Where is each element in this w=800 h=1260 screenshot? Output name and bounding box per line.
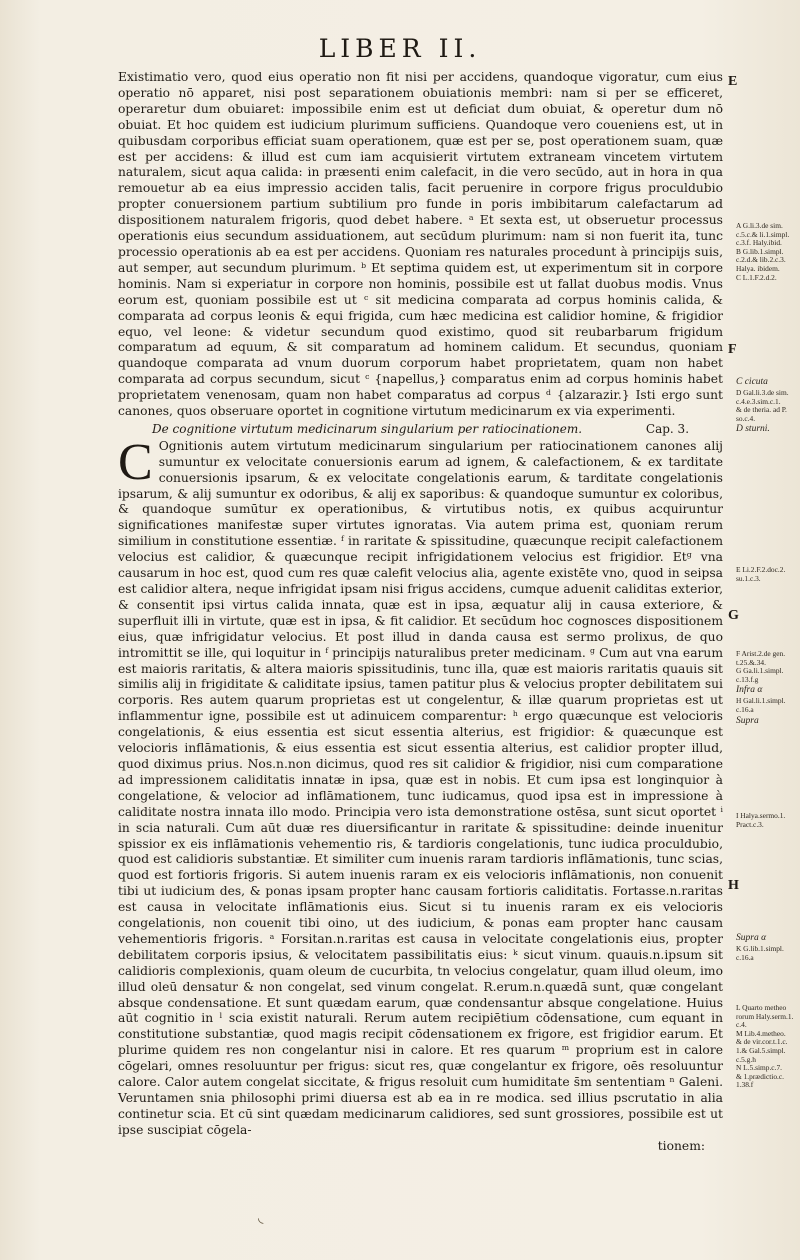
side-note: C L.1.F.2.d.2. (736, 272, 777, 282)
margin-letter-e: E (728, 74, 738, 89)
margin-letter-g: G (728, 608, 739, 623)
side-note: c.13.f.g (736, 674, 759, 684)
margin-letter-h: H (728, 878, 739, 893)
chapter-title: De cognitione virtutum medicinarum singularium per ratiocinationem. (151, 421, 583, 436)
side-notes-group-7 (736, 1004, 798, 1090)
side-note: D sturni. (736, 424, 770, 435)
side-note: c.3.f. Haly.ibid. (736, 238, 782, 248)
side-notes-group-1 (736, 222, 798, 282)
side-note: A G.li.3.de sim. (736, 221, 783, 230)
side-note: c.4.e.3.sim.c.1. (736, 396, 781, 406)
ink-mark: ◟ (258, 1210, 264, 1226)
side-note: C cicuta (736, 377, 768, 387)
side-note: so.c.4. (736, 413, 756, 423)
running-head: LIBER II. (318, 34, 482, 63)
side-note: Infra α (736, 685, 763, 696)
side-note: c.5.c.& li.1.simpl. (736, 229, 790, 239)
side-note: c.2.d.& lib.2.c.3. (736, 255, 786, 265)
side-note: rorum Haly.serm.1. (736, 1011, 794, 1021)
side-note: K G.lib.1.simpl. (736, 944, 784, 953)
side-notes-group-6 (736, 932, 798, 962)
side-note: D Gal.li.3.de sim. (736, 388, 789, 397)
chapter-heading (118, 422, 723, 438)
side-note: & 1.prædictio.c. (736, 1071, 785, 1081)
side-note: H Gal.li.1.simpl. (736, 696, 786, 706)
side-note: c.5.g.h (736, 1054, 756, 1064)
side-note: Pract.c.3. (736, 819, 764, 829)
catchword: tionem: (657, 1138, 705, 1153)
side-note: I Halya.sermo.1. (736, 811, 786, 820)
side-note: Supra α (736, 933, 767, 943)
side-note: c.16.a (736, 952, 754, 962)
side-note: G Ga.li.1.simpl. (736, 666, 784, 676)
side-note: L Quarto metheo (736, 1003, 787, 1012)
side-note: F Arist.2.de gen. (736, 649, 786, 658)
drop-capital: C (118, 433, 153, 491)
side-notes-group-3 (736, 566, 798, 583)
side-note: 1.38.f (736, 1080, 754, 1090)
side-note: 1.& Gal.5.simpl. (736, 1045, 786, 1055)
side-note: N L.5.simp.c.7. (736, 1063, 782, 1073)
side-note: Supra (736, 715, 759, 726)
side-note: B G.lib.1.simpl. (736, 246, 784, 256)
side-note: c.16.a (736, 704, 754, 714)
chapter-number: Cap. 3. (645, 421, 690, 436)
side-note: su.1.c.3. (736, 573, 761, 583)
margin-letter-f: F (728, 342, 737, 357)
side-note: & de theria. ad P. (736, 405, 787, 415)
side-note: & de vir.cor.t.1.c. (736, 1037, 788, 1047)
paragraph-ratiocination-text: Ognitionis autem virtutum medicinarum singularium per ratiocinationem canones alij sumuntur ex velocitate conuersionis earum ad ignem, & calefactionem, & ex tarditate conuersionis ipsarum, & ex velocitate congelationis earum, & tarditate congelationis ipsarum, & alij sumuntur ex odoribus, & alij ex saporibus: & quandoque sumuntur ex coloribus, & quandoque sumūtur ex operationibus, & virtutibus notis, ex quibus acquiruntur significationes manifestæ super virtutes ignoratas. Via autem prima est, quoniam rerum similium in constitutione essentiæ. ᶠ in raritate & spissitudine, quæcunque recipit calefactionem velocius est calidior, & quæcunque recipit infrigidationem velocius est frigidior. Etᵍ vna causarum in hoc est, quod cum res quæ calefit velocius alia, agente existēte vno, quod in seipsa est calidior altera, neque infrigidat ipsam nisi frigus accidens, cumque aduenit caliditas exterior, & consentit ipsi virtus calida innata, quæ est in ipsa, æquatur alij in causa exteriore, & superfluit illi in virtute, quæ est in ipsa, & fit calidior. Et secūdum hoc cognosces dispositionem eius, quæ infrigidatur velocius. Et post illud in danda causa est sermo prolixus, de quo intromittit se ille, qui loquitur in ᶠ principijs naturalibus preter medicinam. ᵍ Cum aut vna earum est maioris raritatis, & altera maioris spissitudinis, tunc illa, quæ est maioris raritatis quauis sit similis alij in frigiditate & caliditate ipsius, tamen patitur plus & velocius propter debilitatem sui corporis. Res autem quarum proprietas est ut congelentur, & illæ quarum proprietas est ut inflammentur igne, possibile est ut adinuicem comparentur: ʰ ergo quæcunque est velocioris congelationis, & eius essentia est sicut essentia alterius, est frigidior: & quæcunque est velocioris inflāmationis, & eius essentia est sicut essentia alterius, est calidior propter illud, quod diximus prius. Nos.n.non dicimus, quod res sit calidior & frigidior, nisi cum comparatione ad impressionem caliditatis innatæ in ipsa, quæ est in nobis. Et cum ipsa est longinquior à congelatione, & velocior ad inflāmationem, tunc iudicamus, quod ipsa est in impressione à caliditate nostra innata illo modo. Principia vero ista demonstratione ostēsa, sunt sicut oportet ⁱ in scia naturali. Cum aūt duæ res diuersificantur in raritate & spissitudine: deinde inuenitur spissior ex eis inflāmationis vehementio ris, & tardioris congelationis, tunc iudica proculdubio, quod est calidioris substantiæ. Et similiter cum inuenis raram tardioris inflāmationis, tunc scias, quod est fortioris frigoris. Si autem inuenis raram ex eis velocioris inflāmationis, non conuenit tibi ut iudicium des, & ponas ipsam propter hanc causam fortioris caliditatis. Fortasse.n.raritas est causa in velocitate inflāmationis eius. Sicut si tu inuenis raram ex eis velocioris congelationis, non couenit tibi oino, ut des iudicium, & ponas eam propter hanc causam vehementioris frigoris. ᵃ Forsitan.n.raritas est causa in velocitate congelationis eius, propter debilitatem corporis ipsius, & velocitatem passibilitatis eius: ᵏ sicut vinum. quauis.n.ipsum sit calidioris complexionis, quam oleum de cucurbita, tn velocius congelatur, quam illud oleum, imo illud oleū densatur & non congelat, sed vinum congelat. R.erum.n.quædā sunt, quæ congelant absque condensatione. Et sunt quædam earum, quæ condensantur absque congelatione. Huius aūt cognitio in ˡ scia existit naturali. Rerum autem recipiētium cōdensatione, cum equant in constitutione substantiæ, quod magis recipit cōdensationem ex frigore, est frigidior earum. Et plurime quidem res non congelantur nisi in calore. Et res quarum ᵐ proprium est in calore cōgelari, omnes resoluuntur per frigus: sicut res, quæ congelantur ex frigore, oēs resoluuntur calore. Calor autem congelat siccitate, & frigus resoluit cum humiditate s̄m sententiam ⁿ Galeni. Veruntamen snia philosophi primi diuersa est ab ea in re modica. sed illius pscrutatio in alia continetur scia. Et cū sint quædam medicinarum calidiores, sed sunt grossiores, possibile est ut ipse suscipiat cōgela- (118, 438, 723, 1137)
side-note: Halya. ibidem. (736, 263, 780, 273)
side-notes-group-2 (736, 376, 798, 436)
paragraph-experiment-canons: Existimatio vero, quod eius operatio non fit nisi per accidens, quandoque vigoratur, cum eius operatio nō apparet, nisi post separationem obuiationis membri: nam si per se efficeret, operaretur dum obuiaret: impossibile enim est ut deficiat dum obuiat, & operetur dum nō obuiat. Et hoc quidem est iudicium plurimum sufficiens. Quandoque vero coueniens est, ut in quibusdam corporibus efficiat suam operationem, quæ est per se, post operationem suam, quæ est per accidens: & illud est cum iam acquisierit virtutem extraneam vincetem virtutem naturalem, sicut aqua calida: in præsenti enim calefacit, in die vero secūdo, aut in hora in qua remouetur ab ea eius impressio acciden talis, facit peruenire in corpore frigus proculdubio propter conuersionem partium subtilium pro funde in poris imbibitarum calefactarum ad dispositionem naturalem frigoris, quod debet habere. ᵃ Et sexta est, ut obseruetur processus operationis eius secundum assiduationem, aut secūdum plurimum: nam si non fuerit ita, tunc processio operationis ab ea est per accidens. Quoniam res naturales procedunt à principijs suis, aut semper, aut secundum plurimum. ᵇ Et septima quidem est, ut experimentum sit in corpore hominis. Nam si experiatur in corpore non hominis, possibile est ut fallat duobus modis. Vnus eorum est, quoniam possibile est ut ᶜ sit medicina comparata ad corpus hominis calida, & comparata ad corpus leonis & equi frigida, cum hæc medicina est calidior homine, & frigidior equo, vel leone: & videtur secundum quod existimo, quod sit reubarbarum frigidum comparatum ad equum, & sit comparatum ad hominem calidum. Et secundus, quoniam quandoque comparata ad vnum duorum corporum habet proprietatem, quam non habet comparata ad corpus secundum, sicut ᶜ {napellus,} comparatus enim ad corpus hominis habet proprietatem venenosam, quam non habet comparatus ad corpus ᵈ {alzarazir.} Isti ergo sunt canones, quos obseruare oportet in cognitione virtutum medicinarum ex via experimenti. (118, 70, 723, 419)
side-note: t.25.&.34. (736, 657, 766, 667)
main-text-column (118, 70, 723, 1155)
side-note: E Li.2.F.2.doc.2. (736, 565, 786, 574)
side-notes-group-4 (736, 650, 798, 728)
side-note: c.4. (736, 1020, 747, 1030)
paragraph-ratiocination (118, 433, 723, 1139)
side-note: M Lib.4.metheo. (736, 1028, 786, 1038)
side-notes-group-5 (736, 812, 798, 829)
